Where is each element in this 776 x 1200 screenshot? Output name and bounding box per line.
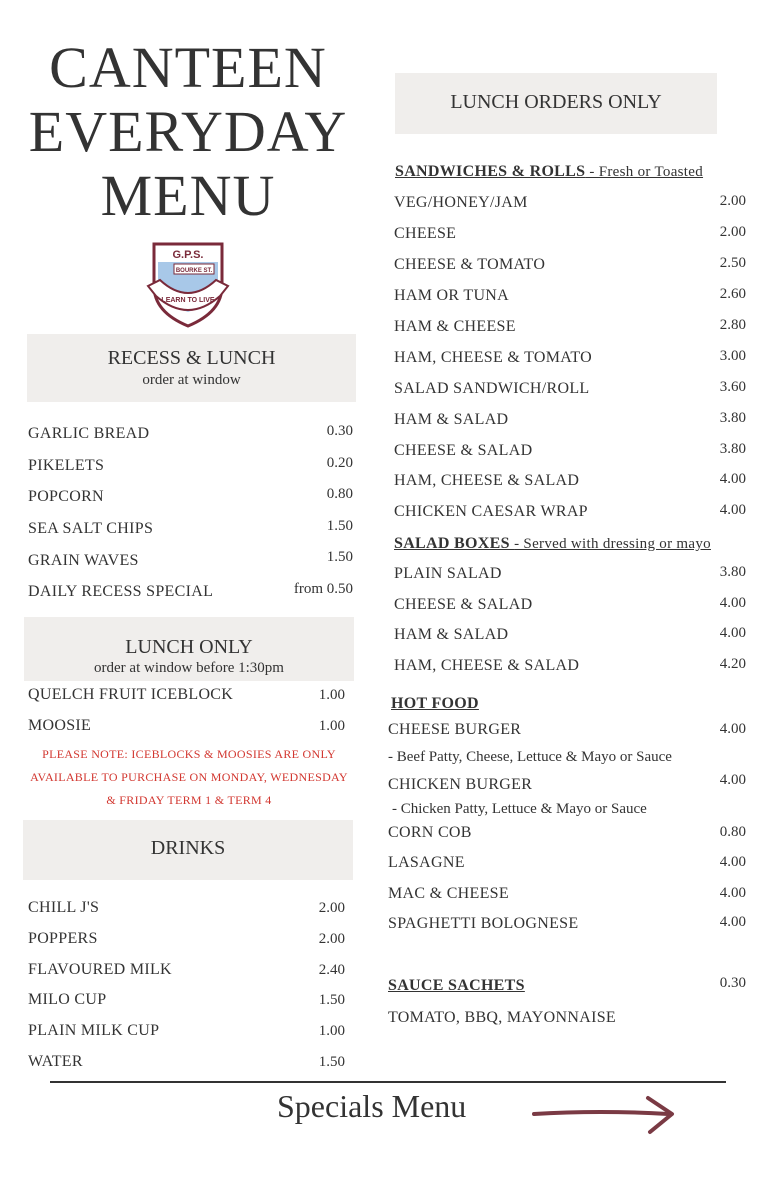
menu-item-price: 3.60 [719,379,746,395]
salad-boxes-heading: SALAD BOXES - Served with dressing or mayo [394,535,711,552]
menu-item-name: WATER [28,1053,83,1070]
menu-title-line2: EVERYDAY [28,99,348,164]
menu-item-name: DAILY RECESS SPECIAL [28,583,214,600]
hot-food-heading: HOT FOOD [391,695,479,712]
menu-item-price: 4.20 [719,656,746,672]
menu-item-name: HAM, CHEESE & TOMATO [394,349,593,366]
lunch-orders-heading: LUNCH ORDERS ONLY [450,91,662,113]
menu-item-name: GRAIN WAVES [28,552,139,569]
menu-item-price: 1.50 [318,1054,345,1070]
menu-item-price: 4.00 [719,502,746,518]
menu-item-price: 1.00 [318,1023,345,1039]
lunch-only-heading: LUNCH ONLY [125,636,253,658]
menu-item-name: PLAIN MILK CUP [28,1022,160,1039]
menu-item-name: HAM & CHEESE [394,318,516,335]
menu-item-price: 0.20 [326,455,353,471]
menu-title-line3: MENU [100,163,276,228]
menu-item-name: PIKELETS [28,457,105,474]
school-crest-logo [146,240,230,330]
menu-item-price: 2.60 [719,286,746,302]
sauce-sachets-heading: SAUCE SACHETS [388,977,525,994]
menu-item-name: GARLIC BREAD [28,425,150,442]
footer-divider [50,1081,726,1083]
menu-item-price: 4.00 [719,595,746,611]
menu-item-price: 3.80 [719,564,746,580]
menu-item-name: HAM & SALAD [394,626,509,643]
svg-text:G.P.S.: G.P.S. [172,249,204,261]
menu-item-name: HAM, CHEESE & SALAD [394,472,580,489]
svg-text:LEARN TO LIVE: LEARN TO LIVE [161,297,215,304]
specials-menu-link[interactable]: Specials Menu [277,1088,467,1124]
sauce-sachets-price: 0.30 [719,975,746,991]
menu-item-price: 2.80 [719,317,746,333]
menu-item-price: 1.50 [326,518,353,534]
menu-item-name: CHICKEN CAESAR WRAP [394,503,588,520]
menu-item-price: from 0.50 [293,581,353,597]
menu-item-price: 0.30 [326,423,353,439]
menu-item-name: CHEESE & SALAD [394,442,533,459]
menu-item-name: CHEESE & SALAD [394,596,533,613]
drinks-heading: DRINKS [150,837,226,859]
menu-item-name: CORN COB [388,824,472,841]
menu-item-price: 2.00 [318,900,345,916]
svg-text:BOURKE ST.: BOURKE ST. [175,268,213,274]
menu-item-price: 2.50 [719,255,746,271]
sandwiches-note: - Fresh or Toasted [585,164,704,180]
menu-item-name: CHEESE BURGER [388,721,522,738]
menu-item-name: HAM, CHEESE & SALAD [394,657,580,674]
menu-item-price: 2.00 [719,193,746,209]
menu-item-name: SALAD SANDWICH/ROLL [394,380,590,397]
menu-item-name: QUELCH FRUIT ICEBLOCK [28,686,234,703]
menu-item-price: 2.00 [719,224,746,240]
iceblock-availability-note: PLEASE NOTE: ICEBLOCKS & MOOSIES ARE ONLY AVAILABLE TO PURCHASE ON MONDAY, WEDNESDAY & FRIDAY TERM 1 & TERM 4 [30,747,348,807]
menu-item-price: 0.80 [326,486,353,502]
menu-item-price: 4.00 [719,854,746,870]
menu-item-name: MAC & CHEESE [388,885,509,902]
menu-item-description: - Beef Patty, Cheese, Lettuce & Mayo or Sauce [388,749,672,765]
menu-item-name: CHICKEN BURGER [388,776,533,793]
menu-item-price: 4.00 [719,471,746,487]
menu-item-price: 1.50 [326,549,353,565]
sandwiches-heading: SANDWICHES & ROLLS - Fresh or Toasted [395,163,704,180]
menu-item-name: VEG/HONEY/JAM [394,194,528,211]
menu-item-price: 2.00 [318,931,345,947]
menu-item-name: CHILL J'S [28,899,100,916]
menu-item-price: 4.00 [719,625,746,641]
menu-item-price: 3.80 [719,410,746,426]
arrow-right-icon[interactable] [530,1092,680,1138]
menu-item-name: HAM & SALAD [394,411,509,428]
menu-item-price: 0.80 [719,824,746,840]
menu-item-name: CHEESE [394,225,457,242]
menu-item-price: 1.00 [318,718,345,734]
menu-item-name: HAM OR TUNA [394,287,510,304]
menu-item-name: LASAGNE [388,854,465,871]
menu-item-name: MOOSIE [28,717,92,734]
menu-item-price: 4.00 [719,721,746,737]
menu-item-name: POPCORN [28,488,104,505]
menu-item-name: POPPERS [28,930,98,947]
menu-item-name: CHEESE & TOMATO [394,256,546,273]
menu-item-description: - Chicken Patty, Lettuce & Mayo or Sauce [392,801,647,817]
menu-item-name: FLAVOURED MILK [28,961,172,978]
menu-item-price: 4.00 [719,772,746,788]
lunch-only-subheading: order at window before 1:30pm [94,660,284,676]
menu-item-price: 2.40 [318,962,345,978]
menu-item-name: SPAGHETTI BOLOGNESE [388,915,579,932]
menu-title-line1: CANTEEN [49,35,327,100]
menu-item-name: SEA SALT CHIPS [28,520,154,537]
menu-item-price: 1.50 [318,992,345,1008]
menu-item-price: 4.00 [719,885,746,901]
menu-item-price: 4.00 [719,914,746,930]
menu-item-name: MILO CUP [28,991,107,1008]
menu-item-name: PLAIN SALAD [394,565,502,582]
recess-lunch-subheading: order at window [142,372,241,388]
recess-lunch-heading: RECESS & LUNCH [107,347,276,369]
sauce-sachets-options: TOMATO, BBQ, MAYONNAISE [388,1009,616,1026]
menu-item-price: 1.00 [318,687,345,703]
salad-boxes-note: - Served with dressing or mayo [514,536,711,552]
menu-item-price: 3.80 [719,441,746,457]
menu-item-price: 3.00 [719,348,746,364]
